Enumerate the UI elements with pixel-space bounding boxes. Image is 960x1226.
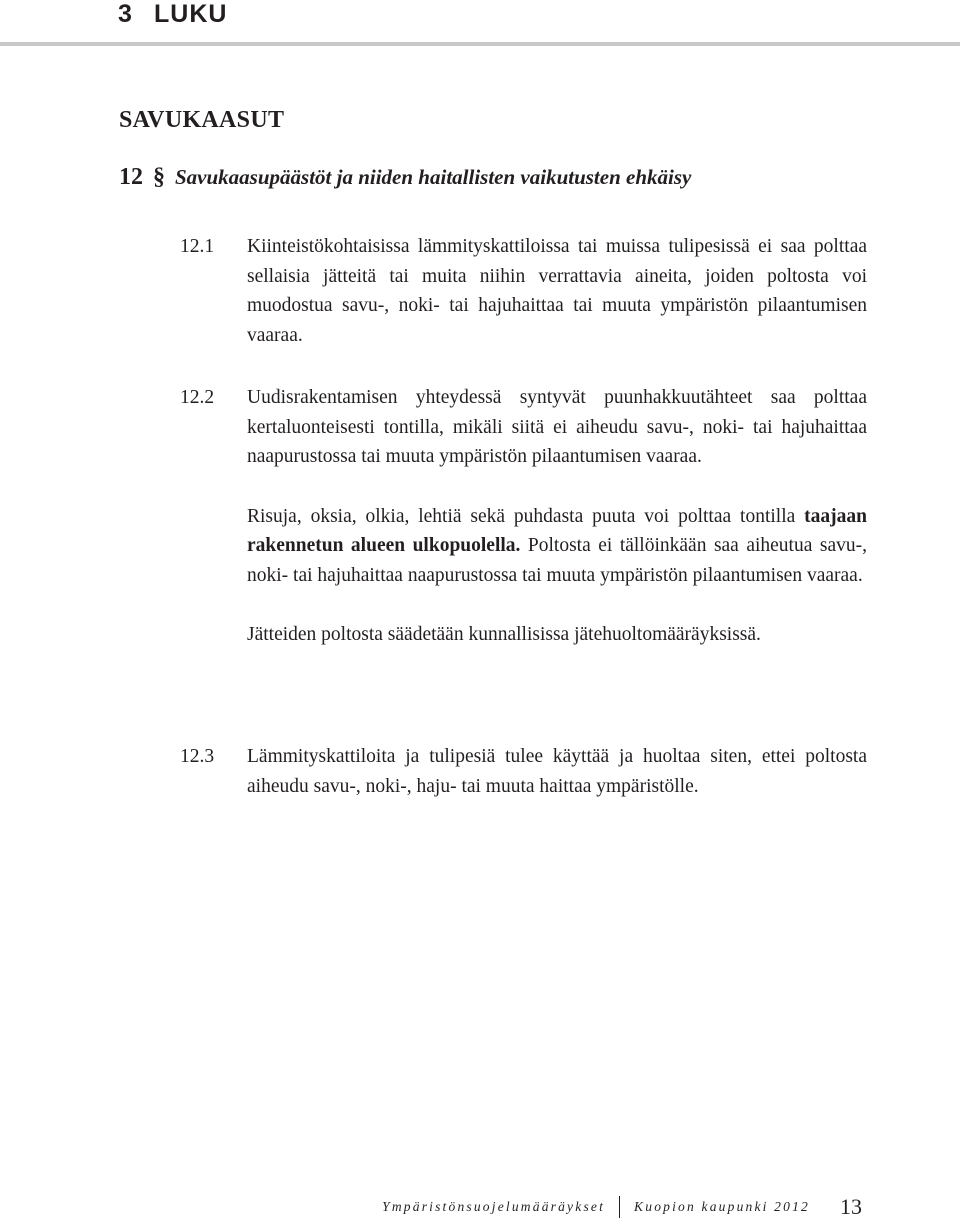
chapter-number: 3	[118, 0, 133, 28]
footer-publication: Ympäristönsuojelumääräykset	[382, 1199, 606, 1214]
page-number: 13	[840, 1194, 862, 1219]
clause-emphasis: taajaan rakennetun alueen ulkopuolella.	[247, 505, 867, 556]
footer-publisher: Kuopion kaupunki 2012	[634, 1199, 810, 1214]
paragraph-title: Savukaasupäästöt ja niiden haitallisten vaikutusten ehkäisy	[175, 165, 692, 189]
clause-text: Uudisrakentamisen yhteydessä syntyvät puunhakkuutähteet saa polttaa kertaluonteisesti tontilla, mikäli siitä ei aiheudu savu-, noki- tai hajuhaittaa naapurustossa tai muuta ympäristön pilaantumisen vaaraa.	[247, 387, 867, 467]
clause-text: Lämmityskattiloita ja tulipesiä tulee käyttää ja huoltaa siten, ettei poltosta aiheudu savu-, noki-, haju- tai muuta haittaa ympäristölle.	[247, 746, 867, 797]
clause-text-part: Risuja, oksia, olkia, lehtiä sekä puhdasta puuta voi polttaa tontilla	[247, 505, 805, 527]
paragraph-number: 12	[119, 164, 143, 190]
section-symbol: §	[153, 164, 165, 190]
clause-paragraph-3: Jätteiden poltosta säädetään kunnallisissa jätehuoltomääräyksissä.	[247, 624, 761, 645]
clause-number: 12.2	[180, 387, 215, 408]
clause-number: 12.1	[180, 236, 215, 257]
paragraph-heading	[119, 164, 691, 191]
page-footer	[382, 1196, 810, 1218]
clause-body	[247, 742, 867, 801]
section-title: SAVUKAASUT	[119, 107, 285, 133]
clause-text: Kiinteistökohtaisissa lämmityskattiloissa tai muissa tulipesissä ei saa polttaa sellaisia jätteitä tai muita niihin verrattavia aineita, joiden poltosta voi muodostua savu-, noki- tai hajuhaittaa tai muuta ympäristön pilaantumisen vaaraa.	[247, 236, 867, 346]
clause-paragraph-2	[247, 502, 867, 591]
clause-body	[247, 383, 867, 650]
chapter-header	[0, 0, 960, 46]
clause-body	[247, 232, 867, 350]
chapter-title: LUKU	[154, 0, 228, 28]
clause-number: 12.3	[180, 746, 215, 767]
clause-text-part: Poltosta ei tällöinkään saa aiheutua savu-, noki- tai hajuhaittaa naapurustossa tai muuta ympäristön pilaantumisen vaaraa.	[247, 535, 867, 586]
footer-separator	[619, 1196, 620, 1218]
